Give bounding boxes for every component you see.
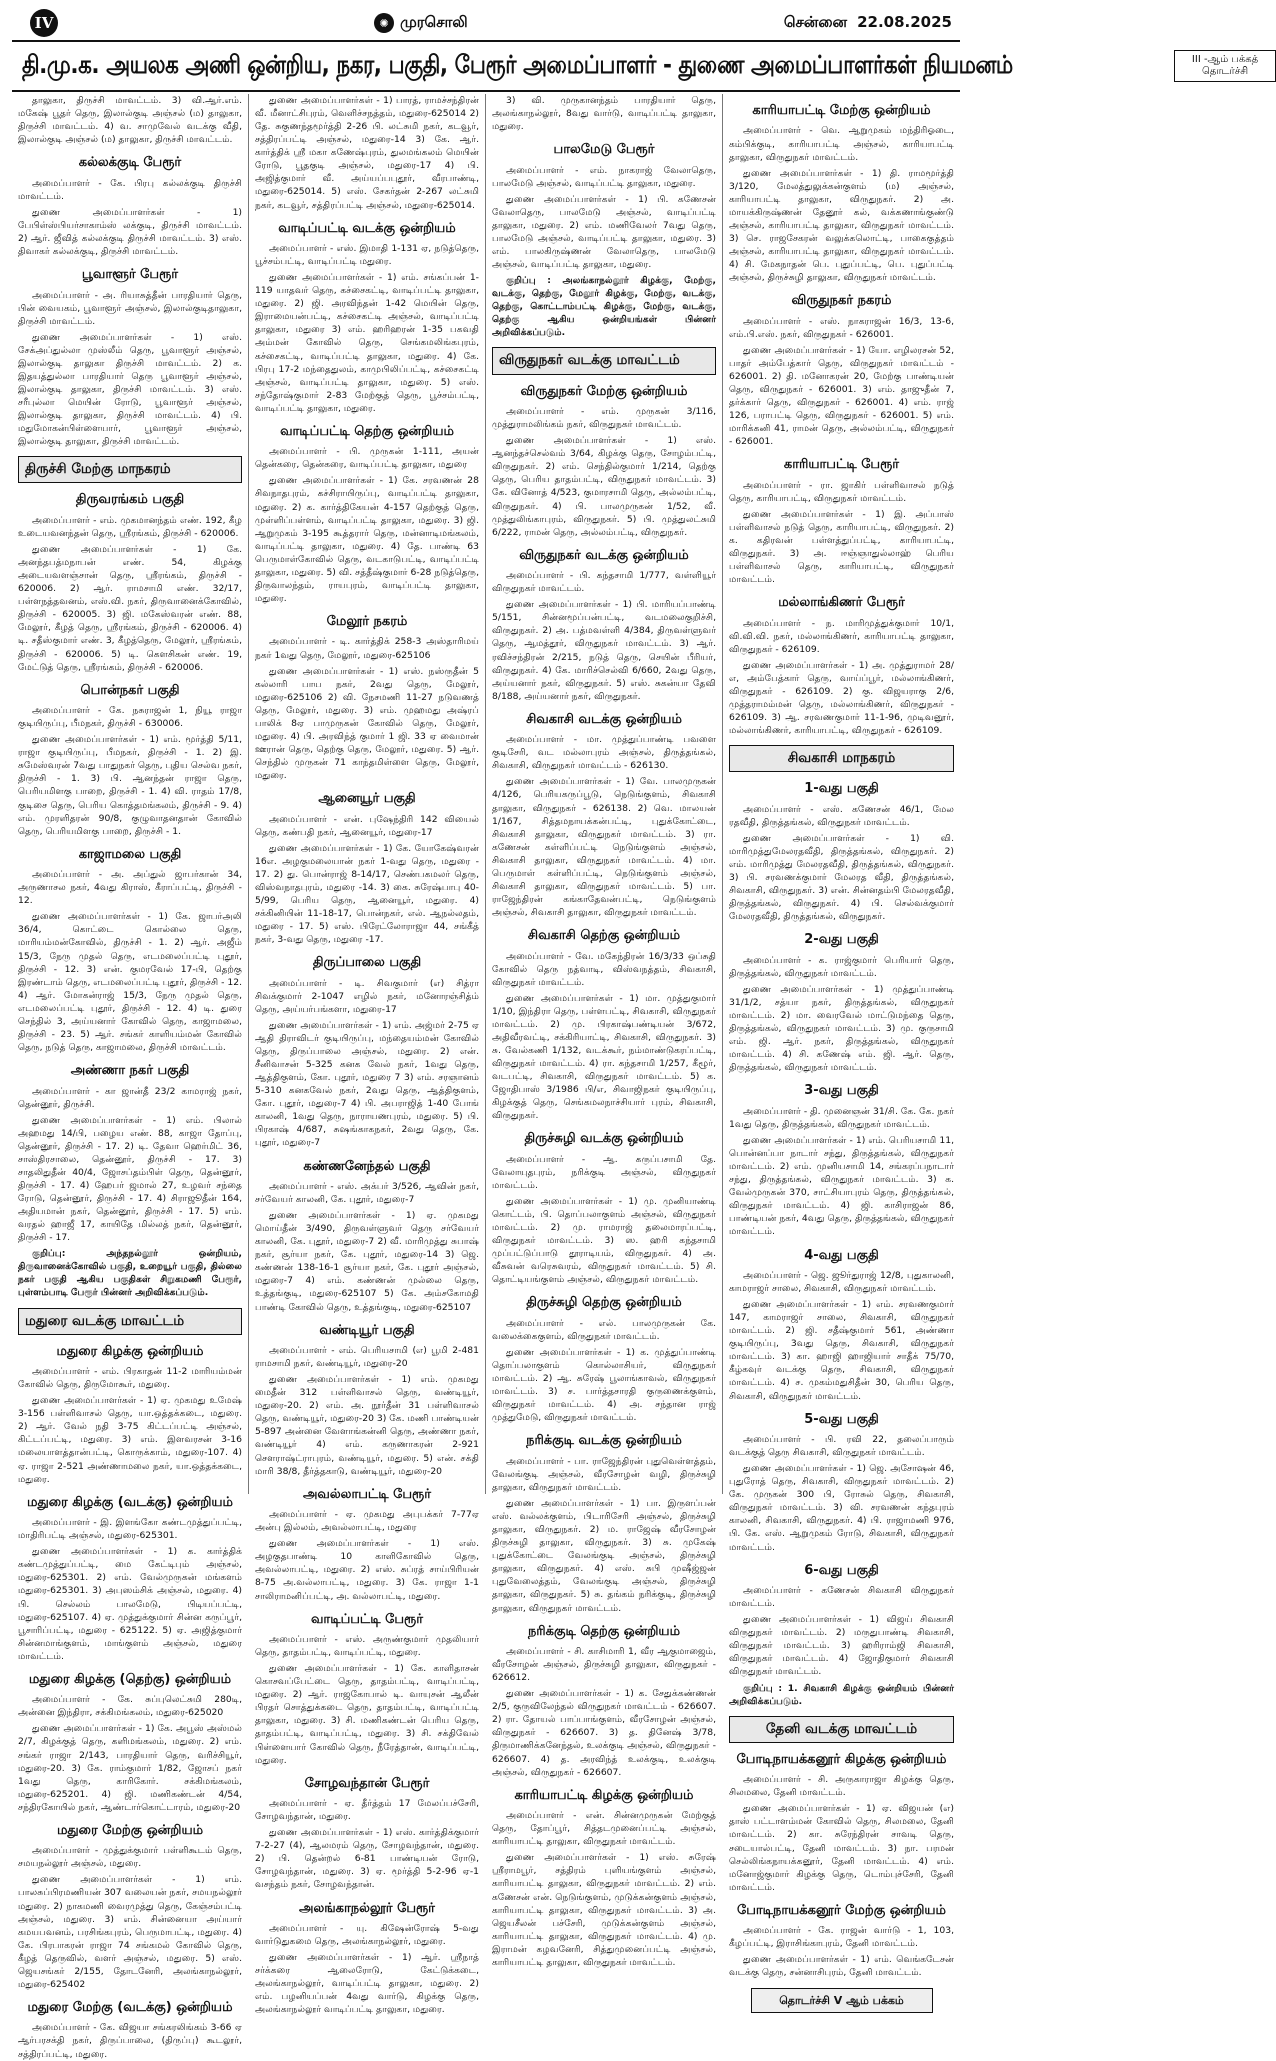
appointment-paragraph: அமைப்பாளர் - ஏ. முகமது அபுபக்கர் 7-77ஏ அன்பு இல்லம், அவல்லாபட்டி, மதுரை xyxy=(255,1509,479,1534)
appointment-paragraph: அமைப்பாளர் - கே. சுப்புலெட்சுமி 280டி, அன்னை இந்திரா, சக்கிமங்கலம், மதுரை-625020 xyxy=(18,1694,242,1719)
district-banner: தேனி வடக்கு மாவட்டம் xyxy=(729,1716,954,1743)
appointment-paragraph: துணை அமைப்பாளர்கள் - 1) ஏ. முகமது மொய்தீன் 3/490, திருவள்ளுவர் தெரு சர்வேயர் காலனி, கே. புதூர், மதுரை-7 2) வீ. மாரிமுத்து சுபாஷ் நகர், சூர்யா நகர், கே. புதூர், மதுரை-14 3) ஜெ. கண்ணன் 138-16-1 சூர்யா நகர், கே. புதூர் அஞ்சல், மதுரை-7 4) எம். கண்ணன் முல்லை தெரு, உத்தங்குடி, மதுரை-625107 5) கே. அம்சகோமதி பாண்டி கோவில் தெரு, உத்தங்குடி, மதுரை-625107 xyxy=(255,1210,479,1313)
appointment-paragraph: அமைப்பாளர் - எம். முகமானந்தம் எண். 192, கீழ உடையவனந்தன் தெரு, ஸ்ரீரங்கம், திருச்சி - 620006. xyxy=(18,514,242,539)
appointment-paragraph: துணை அமைப்பாளர்கள் - 1) பி. மாரியப்பாண்டி 5/151, சின்னமூப்பன்பட்டி, வடமலைகுறிச்சி, விருதுநகர். 2) அ. பத்மவள்ளி 4/384, திருவள்ளுவர் தெரு, ஆமத்தூர், விருதுநகர் மாவட்டம். 3) ஆர். ரவிச்சந்திரன் 2/215, நடுத் தெரு, செயின் பீரியர், விருதுநகர். 4) கே. மாரிச்செல்வி 6/660, 2வது தெரு, அய்யனார் நகர், விருதுநகர். 5) எஸ். சுகன்யா தேவி 8/188, அய்யனார் நகர், விருதுநகர். xyxy=(492,599,716,702)
section-heading: போடிநாயக்கனூர் மேற்கு ஒன்றியம் xyxy=(736,1902,946,1918)
section-heading: 1-வது பகுதி xyxy=(804,781,879,797)
section-heading: அலங்காநல்லூர் பேரூர் xyxy=(299,1900,435,1916)
continued-on-footer: தொடர்ச்சி V ஆம் பக்கம் xyxy=(751,1988,933,2014)
section-heading: பூவாளூர் பேரூர் xyxy=(81,267,179,283)
appointment-paragraph: அமைப்பாளர் - கே. நசுராஜன் 1, நியூ ராஜா குடியிருப்பு, பீமநகர், திருச்சி - 630006. xyxy=(18,705,242,730)
section-heading: காஜாமலை பகுதி xyxy=(78,846,182,862)
column-2 xyxy=(249,94,486,2016)
brand-name: முரசொலி xyxy=(400,13,468,31)
appointment-paragraph: துணை அமைப்பாளர்கள் - 1) எஸ். நஸ்ருதீன் 5 கல்லாரி பாய நகர், 2வது தெரு, மேலூர், மதுரை-625106 2) வி. நேசமணி 11-27 நடுவணத் தெரு, மேலூர், மதுரை. 3) எம். முஹமது அஷ்ரப் பாலிக் 8ஏ பாமுருகன் கோவில் தெரு, மேலூர், மதுரை. 4) பி. அரவிந்த் குமார் 1 ஜி. 33 ஏ வைமான் ஊரான் தெரு, தெற்கு தெரு, மேலூர், மதுரை. 5) ஆர். செந்தில் முருகன் 71 காந்தமிள்ளை தெரு, மேலூர், மதுரை. xyxy=(255,665,479,782)
page-number-badge: IV xyxy=(30,9,58,37)
note-paragraph: குறிப்பு : 1. சிவகாசி கிழக்கு ஒன்றியம் பின்னர் அறிவிக்கப்படும். xyxy=(729,1682,954,1707)
section-heading: மல்லாங்கிணர் பேரூர் xyxy=(778,595,905,611)
appointment-paragraph: துணை அமைப்பாளர்கள் - 1) கே. சரவணன் 28 சிவநாதபுரம், கச்சிராயிருப்பு, வாடிப்பட்டி தாலுகா, மதுரை. 2) க. கார்த்திகேயன் 4-157 தெற்குத் தெரு, முள்ளிப்பள்ளம், வாடிப்பட்டி தாலுகா, மதுரை. 3) ஜி. ஆறுமுகம் 3-195 கூத்தரார் தெரு, மன்னாடிமங்கலம், வாடிப்பட்டி தாலுகா, மதுரை. 4) தே. பாண்டி 63 பெருமாள்கோவில் தெரு, வடகாடுபட்டி, வாடிப்பட்டி தாலுகா, மதுரை. 5) வி. சத்தீஷ்குமார் 6-28 நடுத்தெரு, திருவாலந்தம், ராயபுரம், வாடிப்பட்டி தாலுகா, மதுரை. xyxy=(255,475,479,604)
appointment-paragraph: அமைப்பாளர் - முத்துக்குமார் பள்ளிகூடம் தெரு, சமயநல்லூர் அஞ்சல், மதுரை. xyxy=(18,1845,242,1870)
section-heading: விருதுநகர் மேற்கு ஒன்றியம் xyxy=(520,383,688,399)
appointment-paragraph: அமைப்பாளர் - என். சின்னமுருகன் மேற்குத் தெரு, தோப்பூர், சித்தடமுனைப்பட்டி அஞ்சல், காரியாபட்டி தாலுகா, விருதுநகர் மாவட்டம். xyxy=(492,1810,716,1848)
appointment-paragraph: தாலுகா, திருச்சி மாவட்டம். 3) வி.ஆர்.எம். மகேஷ் பூதர் தெரு, இலால்குடி அஞ்சல் (ம) தாலுகா, திருச்சி மாவட்டம். 4) வ. சாமுவேல் வடக்கு வீதி, இலால்குடி அஞ்சல் (ம) தாலுகா, திருச்சி மாவட்டம். xyxy=(18,95,242,146)
section-heading: காரியாபட்டி கிழக்கு ஒன்றியம் xyxy=(514,1787,694,1803)
appointment-paragraph: அமைப்பாளர் - எல். பாலமுருகன் கே. வலைக்கைகுளம், விருதுநகர் மாவட்டம். xyxy=(492,1317,716,1342)
section-heading: திருச்சுழி வடக்கு ஒன்றியம் xyxy=(524,1131,684,1147)
appointment-paragraph: துணை அமைப்பாளர்கள் - 1) கே. காளிதாசன் கொசவப்பேட்டை தெரு, தாதம்பட்டி, வாடிப்பட்டி, மதுரை. 2) ஆர். ராஜகோபால் டி. வாயுசன் ஆலீன் பிரதர் சொத்துக்கடை தெரு, தாதம்பட்டி, வாடிப்பட்டி தாலுகா, மதுரை. 3) சி. மணிகண்டன் பெரிய தெரு, தாதம்பட்டி, வாடிப்பட்டி, மதுரை. 3) சி. சக்திவேல் பிள்ளையார் கோவில் தெரு, நீரேத்தான், வாடிப்பட்டி, மதுரை. xyxy=(255,1663,479,1766)
appointment-paragraph: அமைப்பாளர் - பி. கந்தசாமி 1/777, வள்ளியூர் விருதுநகர் மாவட்டம். xyxy=(492,570,716,595)
section-heading: அவல்லாபட்டி பேரூர் xyxy=(302,1486,432,1502)
appointment-paragraph: 3) வி. முருகானந்தம் பாரதியார் தெரு, அலங்காநல்லூர், 8வது வார்டு, வாடிப்பட்டி தாலுகா, மதுரை. xyxy=(492,95,716,133)
section-heading: போடிநாயக்கனூர் கிழக்கு ஒன்றியம் xyxy=(736,1751,947,1767)
appointment-paragraph: அமைப்பாளர் - எம். பெரியசாமி (எ) பூமி 2-481 ராமசாமி நகர், வண்டியூர், மதுரை-20 xyxy=(255,1345,479,1370)
appointment-paragraph: அமைப்பாளர் - யு. கிஷேன்ரோஷ் 5-வது வார்டுதுகமை தெரு, அலங்காநல்லூர், மதுரை. xyxy=(255,1922,479,1948)
continued-from-line1: III -ஆம் பக்கத் xyxy=(1191,54,1259,65)
appointment-paragraph: அமைப்பாளர் - பா. ராஜேந்திரன் புதுவெள்ளத்தம், வேலங்குடி அஞ்சல், வீரசோழன் வழி, திருச்சுழி தாலுகா, விருதுநகர் மாவட்டம். xyxy=(492,1455,716,1493)
section-heading: கல்லக்குடி பேரூர் xyxy=(78,155,182,171)
article-columns xyxy=(12,94,960,2060)
appointment-paragraph: அமைப்பாளர் - ரா. ஜாகிர் பள்ளிவாசல் நடுத் தெரு, காரியாபட்டி, விருதுநகர் மாவட்டம். xyxy=(729,479,954,504)
appointment-paragraph: துணை அமைப்பாளர்கள் - 1) எம். மூர்த்தி 5/11, ராஜா குடியிருப்பு, பீமநகர், திருச்சி - 1. 2) இ. சுமேஸ்வரன் 7வது பாதுநகர் தெரு, புதிய செல்வ நகர், திருச்சி - 1. 3) பி. ஆனந்தன் ராஜா தெரு, பெரியமிளகு பாறை, திருச்சி - 1. 4) வி. ராதம் 17/8, குடிசை தெரு, பெரிய கொத்தமங்கலம், திருச்சி - 9. 4) எம். முரளிதரன் 90/8, குழுவாதனதான் கோவில் தெரு, பெரியமிளகு பாறை, திருச்சி - 1. xyxy=(18,734,242,837)
appointment-paragraph: துணை அமைப்பாளர்கள் - 1) கே. அனந்தபத்மநாபன் எண். 54, கிழக்கு அடையவளஞ்சான் தெரு, ஸ்ரீரங்கம், திருச்சி - 620006. 2) ஆர். ராமசாமி எண். 32/17, பள்ளநத்தவனம், எஸ்.வி. நகர், திருவானைக்கோவில், திருச்சி - 620005. 3) ஜி. மகேஸ்வரன் எண். 88, மேலூர், கீழத் தெரு, ஸ்ரீரங்கம், திருச்சி - 620006. 4) டி. சதீஸ்குமார் எண். 3, கீழத்தெரு, மேலூர், ஸ்ரீரங்கம், திருச்சி - 620006. 5) டி. கௌசிகன் எண். 19, மேட்டுத் தெரு, ஸ்ரீரங்கம், திருச்சி - 620006. xyxy=(18,544,242,673)
appointment-paragraph: துணை அமைப்பாளர்கள் - 1) கே. யோகேஷ்வரன் 16எ. அழகுமலையான் நகர் 1-வது தெரு, மதுரை - 17. 2) து. பொன்ராஜ் 8-14/17, செண்பகமலர் தெரு, விஸ்வநாதபுரம், மதுரை -14. 3) கை. சுரேஷ்பாபு 40-5/99, பெரிய தெரு, ஆனையூர், மதுரை. 4) சக்கினியின் 11-18-17, பொன்நகர், எல். ஆநல்லதம், மதுரை - 17. 5) எஸ். பிரேட்லோராஜா 44, சங்கீத் நகர், 3-வது தெரு, மதுரை -17. xyxy=(255,842,479,946)
section-heading: பொன்நகர் பகுதி xyxy=(80,682,180,698)
headline-band xyxy=(12,42,1259,92)
section-heading: சோழவந்தான் பேரூர் xyxy=(304,1775,430,1791)
appointment-paragraph: துணை அமைப்பாளர்கள் - 1) க. முத்துப்பாண்டி தொப்பலாகுளம் கொல்லாசியர், விருதுநகர் மாவட்டம். 2) ஆ. சுரேஷ் பூலாங்காவல், விருதுநகர் மாவட்டம். 3) ச. பார்த்தசாரதி குருணைக்குளம், விருதுநகர் மாவட்டம். 4) அ. சந்தான ராஜ் முத்துமேடு, விருதுநகர் மாவட்டம். xyxy=(492,1347,716,1424)
appointment-paragraph: துணை அமைப்பாளர்கள் - 1) ஆர். ஸ்ரீநாத் சர்க்கரை ஆலைரோடு, கேட்டுக்கடை, அலங்காநல்லூர், வாடிப்பட்டி தாலுகா, மதுரை. 2) எம். பழனியப்பன் 4வது வார்டு, கிழக்கு தெரு, அலங்காநல்லூர் வாடிப்பட்டி தாலுகா, மதுரை. xyxy=(255,1952,479,2016)
column-3 xyxy=(486,94,723,1968)
appointment-paragraph: அமைப்பாளர் - டி. சிவகுமார் (எ) சித்ரா சிவக்குமார் 2-1047 எழில் நகர், மனோரஞ்சித்ம் தெரு, அய்யர்பங்களா, மதுரை-17 xyxy=(255,977,479,1015)
section-heading: வாடிப்பட்டி வடக்கு ஒன்றியம் xyxy=(278,220,456,236)
appointment-paragraph: துணை அமைப்பாளர்கள் - 1) எஸ். கார்த்திக்குமார் 7-2-27 (4), ஆலமரம் தெரு, சோழவந்தான், மதுரை. 2) பி. தென்றல் 6-81 பாண்டியன் ரோடு, சோழவந்தான், மதுரை. 3) ஏ. மூர்த்தி 5-2-96 ஏ-1 வசந்தம் நகர், சோழவந்தான். xyxy=(255,1827,479,1891)
appointment-paragraph: துணை அமைப்பாளர்கள் - 1) எம். சரவணகுமார் 147, காமராஜர் சாலை, சிவகாசி, விருதுநகர் மாவட்டம். 2) ஜி. சதீஷ்குமார் 561, அண்ணா குடியிருப்பு, 3வது தெரு, சிவகாசி, விருதுநகர் மாவட்டம். 3) கா. ஹாஜி ஹாஜியார் சாதீக் 75/70, கீழ்கவுர் வடக்கு தெரு, சிவகாசி, விருதுநகர் மாவட்டம். 4) ச. முகம்மதுசிதீன் 30, பெரிய தெரு, சிவகாசி, விருதுநகர் மாவட்டம். xyxy=(729,1299,954,1402)
appointment-paragraph: அமைப்பாளர் - எம். முருகன் 3/116, முத்துராமலிங்கம் நகர், விருதுநகர் மாவட்டம். xyxy=(492,406,716,431)
appointment-paragraph: அமைப்பாளர் - எஸ். கணேசன் 46/1, மேல ரதவீதி, திருத்தங்கல், விருதுநகர் மாவட்டம். xyxy=(729,803,954,828)
section-heading: ஆனையூர் பகுதி xyxy=(318,791,416,807)
appointment-paragraph: அமைப்பாளர் - எஸ். அக்பர் 3/526, ஆவின் நகர், சர்வேயர் காலனி, கே. புதூர், மதுரை-7 xyxy=(255,1180,479,1206)
appointment-paragraph: துணை அமைப்பாளர்கள் - 1) எஸ். சுரேஷ் ஸ்ரீராமபூர், சத்திரம் புளியங்குளம் அஞ்சல், காரியாபட்டி தாலுகா, விருதுநகர் மாவட்டம். 2) எம். கணேசன் என். நெடுங்குளம், முடுக்கன்குளம் அஞ்சல், காரியாபட்டி தாலுகா, விருதுநகர் மாவட்டம். 3) அ. ஜெயசீலன் பச்சேரி, முடுக்கன்குளம் அஞ்சல், காரியாபட்டி தாலுகா, விருதுநகர் மாவட்டம். 4) மு. இராமன் கழவனேரி, சித்துமுனைப்பட்டி அஞ்சல், காரியாபட்டி தாலுகா, விருதுநகர் மாவட்டம். xyxy=(492,1852,716,1968)
section-heading: காரியாபட்டி பேரூர் xyxy=(783,457,900,473)
appointment-paragraph: துணை அமைப்பாளர்கள் - 1) கே. ஜாபர்அலி 36/4, கொட்டை கொல்லை தெரு, மாரியம்மன்கோவில், திருச்சி - 1. 2) ஆர். அஜீம் 15/3, நேரு முதல் தெரு, எடமலைப்பட்டி புதூர், திருச்சி - 12. 3) என். குமரவேல் 17-பி, தெற்கு இரண்டாம் தெரு, எடமலைப்பட்டி புதூர், திருச்சி - 12. 4) ஆர். மோகன்ராஜ் 15/3, நேரு முதல் தெரு, எடமலைப்பட்டி புதூர், திருச்சி - 12. 4) டி. துரை செந்தில் 3, அய்யனார் கோவில் தெரு, காஜாமலை, திருச்சி - 23. 5) ஆர். சங்கர் காளியம்மன் கோவில் தெரு, நடுத் தெரு, காஜாமலை, திருச்சி மாவட்டம். xyxy=(18,911,242,1053)
section-heading: மதுரை கிழக்கு ஒன்றியம் xyxy=(56,1343,204,1359)
appointment-paragraph: துணை அமைப்பாளர்கள் - 1) எஸ். ஆனந்தச்செல்வம் 3/64, கிழக்கு தெரு, சோழம்பட்டி, விருதுநகர். 2) எம். செந்தில்குமார் 1/214, தெற்கு தெரு, பெரிய தாதம்பட்டி, விருதுநகர் மாவட்டம். 3) கே. வினோத் 4/523, குமாரசாமி தெரு, அல்லம்பட்டி, விருதுநகர். 4) பி. பாலமுருகன் 1/52, வீ. முத்துலிங்காபுரம், விருதுநகர். 5) பி. முத்துலட்சுமி 6/222, ராமன் தெரு, அல்லம்பட்டி, விருதுநகர். xyxy=(492,435,716,538)
appointment-paragraph: அமைப்பாளர் - ஜெ. ஜூர்துராஜ் 12/8, புதுகாலனி, காமராஜர் சாலை, சிவகாசி, விருதுநகர் மாவட்டம். xyxy=(729,1269,954,1295)
appointment-paragraph: அமைப்பாளர் - என். புஷேந்திரி 142 வியைல் தெரு, கண்பதி நகர், ஆனையூர், மதுரை-17 xyxy=(255,813,479,838)
appointment-paragraph: துணை அமைப்பாளர்கள் - 1) கே. அபூஸ் அஸ்மல் 2/7, கிழக்குத் தெரு, களிமங்கலம், மதுரை. 2) எம். சங்கர் ராஜா 2/143, பாரதியார் தெரு, வரிச்சியூர், மதுரை-20. 3) கே. ராம்குமார் 1/82, ஜோசப் நகர் 1வது தெரு, காரிகோர். சக்கிமங்கலம், மதுரை-625201. 4) ஜி. மணிகண்டன் 4/54, சந்திரகோயில் நகர், ஆண்டார்கொட்டாரம், மதுரை-20 xyxy=(18,1723,242,1813)
appointment-paragraph: அமைப்பாளர் - அ. அப்துல் ஜாபர்கான் 34, அருணாசல நகர், 4வது கிராஸ், கீராப்பட்டி, திருச்சி - 12. xyxy=(18,869,242,907)
appointment-paragraph: துணை அமைப்பாளர்கள் - 1) ஜெ. அசோஷன் 46, புதுரோத் தெரு, சிவகாசி, விருதுநகர் மாவட்டம். 2) கே. முருகன் 300 பி, ரோசுல் தெரு, சிவகாசி, விருதுநகர் மாவட்டம். 3) வி. சரவணன் கந்தபுரம் காலனி, சிவகாசி, விருதுநகர். 4) பி. ராஜாமணி 976, பி. கே. எஸ். ஆறுமுகம் ரோடு, சிவகாசி, விருதுநகர் மாவட்டம். xyxy=(729,1463,954,1553)
appointment-paragraph: அமைப்பாளர் - எஸ். அருண்குமார் முதலியார் தெரு, தாதம்பட்டி, வாடிப்பட்டி, மதுரை. xyxy=(255,1634,479,1659)
section-heading: திருவரங்கம் பகுதி xyxy=(75,492,185,508)
district-banner: மதுரை வடக்கு மாவட்டம் xyxy=(18,1308,242,1335)
section-heading: மதுரை கிழக்கு (வடக்கு) ஒன்றியம் xyxy=(27,1494,233,1510)
note-paragraph: குறிப்பு : அலங்காநல்லூர் கிழக்கு, மேற்கு, வடக்கு, தெற்கு, மேலூர் கிழக்கு, மேற்கு, வடக்கு, தெற்கு, கொட்டாம்பட்டி கிழக்கு, மேற்கு, வடக்கு, தெற்கு ஆகிய ஒன்றியங்கள் பின்னர் அறிவிக்கப்படும். xyxy=(492,275,716,339)
appointment-paragraph: துணை அமைப்பாளர்கள் - 1) யோ. எழிலரசன் 52, பாதர் அம்பேத்கார் தெரு, விருதுநகர் மாவட்டம் - 626001. 2) தி. மனோகரன் 20, மேற்கு பாண்டியன் தெரு, விருதுநகர் - 626001. 3) எம். தாஜுதீன் 7, தர்க்கார் தெரு, விருதுநகர் - 626001. 4) எம். ராஜ் 126, பராபட்டி தெரு, விருதுநகர் - 626001. 5) எம். மாரிக்கனி 41, ராமன் தெரு, அல்லம்பட்டி, விருதுநகர் - 626001. xyxy=(729,344,954,448)
district-banner: திருச்சி மேற்கு மாநகரம் xyxy=(18,456,242,483)
page-headline: தி.மு.க. அயலக அணி ஒன்றிய, நகர, பகுதி, பேரூர் அமைப்பாளர் - துணை அமைப்பாளர்கள் நியமனம் xyxy=(22,49,1013,79)
column-1 xyxy=(12,94,249,2060)
appointment-paragraph: துணை அமைப்பாளர்கள் - 1) எம். வெங்கடேசன் வடக்கு தெரு, சன்னாசிபுரம், தேனி மாவட்டம். xyxy=(729,1954,954,1979)
appointment-paragraph: துணை அமைப்பாளர்கள் - 1) க. கார்த்திக் கண்டமுத்துப்பட்டி, மை கேட்டிபும் அஞ்சல், மதுரை-625301. 2) எம். வேல்முருகன் மங்களம் மதுரை-625301. 3) அபுஸம்சிக் அஞ்சல், மதுரை. 4) பி. செல்லம் பாலமேடு, பிடியப்பட்டி, மதுரை-625107. 4) ஏ. முத்துக்குமார் சின்ன கருப்பூர், பூசாரிப்பட்டி, மதுரை - 625122. 5) ஏ. அஜித்குமார் சின்னமாங்குளம், மாங்குளம் அஞ்சல், மதுரை மாவட்டம். xyxy=(18,1546,242,1662)
appointment-paragraph: அமைப்பாளர் - சி. அருகாராஜா கிழக்கு தெரு, சிலமலை, தேனி மாவட்டம். xyxy=(729,1774,954,1799)
masthead xyxy=(12,6,960,42)
appointment-paragraph: அமைப்பாளர் - கே. விஜயா சங்கரலிங்கம் 3-66 ஏ ஆர்பரசக்தி நகர், திருப்பாலை, (திருப்பு) கூடலூர், சத்திரப்பட்டி, மதுரை. xyxy=(18,2022,242,2060)
section-heading: 3-வது பகுதி xyxy=(804,1083,879,1099)
section-heading: அண்ணா நகர் பகுதி xyxy=(70,1063,190,1079)
appointment-paragraph: துணை அமைப்பாளர்கள் - 1) ஏ. முகமது உமேஷ் 3-156 பள்ளிவாசல் தெரு, யா.ஒத்தக்கடை, மதுரை. 2) ஆர். வேல் நதி 3-75 கிட்டப்பட்டி அஞ்சல், கிட்டப்பட்டி, மதுரை. 3) எம். இளவரசன் 3-16 மலையாளத்தான்பட்டி, கொருக்காம், மதுரை-107. 4) ஏ. ராஜா 2-521 அண்ணாமலை நகர், யா.ஒத்தக்கடை, மதுரை. xyxy=(18,1395,242,1485)
section-heading: வாடிப்பட்டி தெற்கு ஒன்றியம் xyxy=(280,423,454,439)
appointment-paragraph: அமைப்பாளர் - பி. ரவி 22, தலைப்பாரும் வடக்குத் தெரு சிவகாசி, விருதுநகர் மாவட்டம். xyxy=(729,1434,954,1459)
appointment-paragraph: அமைப்பாளர் - எஸ். நாகராஜன் 16/3, 13-6, எம்.பி.எஸ். நகர், விருதுநகர் - 626001. xyxy=(729,315,954,340)
district-banner: சிவகாசி மாநகரம் xyxy=(729,745,954,772)
appointment-paragraph: துணை அமைப்பாளர்கள் - 1) எம். பெரியசாமி 11, பொன்னப்பா நாடார் சந்து, திருத்தங்கல், விருதுநகர் மாவட்டம். 2) எம். முனியசாமி 14, சங்கரப்பநாடார் சந்து, திருத்தங்கல், விருதுநகர் மாவட்டம். 3) க. வேல்முருகன் 370, சாட்சியாபுரம் தெரு, திருத்தங்கல், விருதுநகர் மாவட்டம். 4) ஜி. காசிராஜன் 86, பாண்டியன் நகர், 4வது தெரு, திருத்தங்கல், விருதுநகர் மாவட்டம். xyxy=(729,1135,954,1238)
brand xyxy=(58,13,784,33)
appointment-paragraph: துணை அமைப்பாளர்கள் - 1) எஸ். அழகுதபாண்டி 10 காளிகோவில் தெரு, அவல்லாபட்டி, மதுரை. 2) எஸ். சுப்ரத் சாய்பிரியன் 8-75 அ.வல்லாபட்டி, மதுரை. 3) கே. ராஜா 1-1 சாலிராமனிப்பட்டி, அ. வல்லாபட்டி, மதுரை. xyxy=(255,1538,479,1602)
appointment-paragraph: அமைப்பாளர் - கா ஜான்தீ 23/2 காமராஜ் நகர், தென்னூர், திருச்சி. xyxy=(18,1085,242,1110)
continued-from-box xyxy=(1174,50,1276,82)
appointment-paragraph: துணை அமைப்பாளர்கள் - 1) இ. அப்பாஸ் பள்ளிவாசல் நடுத் தெரு, காரியாபட்டி, விருதுநகர். 2) க. கதிரவன் பள்ளத்துப்பட்டி, காரியாபட்டி, விருதுநகர். 3) அ. ஈஞ்ஞாதுல்லாஹ் பெரிய பள்ளிவாசல் தெரு, காரியாபட்டி, விருதுநகர் மாவட்டம். xyxy=(729,508,954,586)
section-heading: காரியாபட்டி மேற்கு ஒன்றியம் xyxy=(752,103,931,118)
appointment-paragraph: துணை அமைப்பாளர்கள் - 1) எம். பாலசுப்பிரமணியன் 307 வலையன் நகர், சமயநல்லூர் மதுரை. 2) நாகமணி வைரமுத்து தெரு, கேஞ்சம்பட்டி அஞ்சல், மதுரை. 3) எம். சின்னையா அய்யார் கமயபவனம், பரசிங்கபுரம், பெருமாபட்டி, மதுரை. 4) கே. பிரபாகரன் ராஜா 74 சங்கமல் கோவில் தெரு, கீழத் தெருவில், வளர் அஞ்சல், மதுரை. 5) எஸ். ஜெயசங்கர் 2/155, தோடனேரி, அலங்காநல்லூர், மதுரை-625402 xyxy=(18,1874,242,1990)
column-4 xyxy=(723,94,960,2007)
section-heading: விருதுநகர் வடக்கு ஒன்றியம் xyxy=(519,547,689,563)
appointment-paragraph: அமைப்பாளர் - தி. முனைஞன் 31/சி. கே. கே. நகர் 1வது தெரு, திருத்தங்கல், விருதுநகர் மாவட்டம். xyxy=(729,1105,954,1130)
appointment-paragraph: அமைப்பாளர் - ஆ. கருப்பசாமி தே. வேலாயுதபுரம், நரிக்குடி அஞ்சல், விருதுநகர் மாவட்டம். xyxy=(492,1153,716,1191)
appointment-paragraph: அமைப்பாளர் - அ. ரியாசுத்தீன் பாரதியார் தெரு, பின் வையகம், பூவாளூர் அஞ்சல், இலால்குடிதாலுகா, திருச்சி மாவட்டம். xyxy=(18,289,242,327)
appointment-paragraph: துணை அமைப்பாளர்கள் - 1) எம். சங்கப்பன் 1-119 யாதவர் தெரு, கச்சைகட்டி, வாடிப்பட்டி தாலுகா, மதுரை. 2) ஜி. அரவிந்தன் 1-42 மெயின் தெரு, இராமையன்பட்டி, கச்சைகட்டி அஞ்சல், வாடிப்பட்டி தாலுகா, மதுரை 3) எம். ஹரிஹரன் 1-35 பகவதி அம்மன் கோவில் தெரு, செங்கமலிங்கபுரம், கச்சைகட்டி, வாடிப்பட்டி தாலுகா, மதுரை. 4) கே. பிரபு 17-2 மந்தைதுலம், காமுபிலிப்பட்டி, கச்சைகட்டி அஞ்சல், வாடிப்பட்டி தாலுகா, மதுரை. 5) எஸ். சந்தோஷ்குமார் 2-83 மேற்குத் தெரு, பூச்சம்பட்டி, வாடிப்பட்டி தாலுகா, மதுரை. xyxy=(255,272,479,414)
section-heading: கண்ணனேந்தல் பகுதி xyxy=(303,1158,431,1174)
appointment-paragraph: துணை அமைப்பாளர்கள் - 1) க. சேதுக்கண்ணன் 2/5, குருவிலேந்தல் விருதுநகர் மாவட்டம் - 626607. 2) ரா. தோயல் பாப்பாங்குளம், வீரசோழன் அஞ்சல், விருதுநகர் - 626607. 3) த. தினேஷ் 3/78, திருமாணிக்கனேந்தல், உலக்குடி அஞ்சல், விருதுநகர் - 626607. 4) த. அரவிந்த் உலக்குடி, உலக்குடி அஞ்சல், விருதுநகர் - 626607. xyxy=(492,1688,716,1778)
appointment-paragraph: அமைப்பாளர் - எஸ். இமாதி 1-131 ஏ, நடுத்தெரு, பூச்சம்பட்டி, வாடிப்பட்டி மதுரை. xyxy=(255,243,479,268)
appointment-paragraph: துணை அமைப்பாளர்கள் - 1) ஏ. விஜயன் (எ) தாஸ் பட்டாளம்மன் கோவில் தெரு, சிலமலை, தேனி மாவட்டம். 2) கா. சுரேந்திரன் சாவடி தெரு, சடையால்பட்டி, தேனி மாவட்டம். 3) நா. பரமன் செல்லிங்கநாயக்கனூர், தேனி மாவட்டம். 4) எம். மனோஜ்குமார் கிழக்கு தெரு, டொம்புச்சேரி, தேனி மாவட்டம். xyxy=(729,1803,954,1893)
appointment-paragraph: அமைப்பாளர் - எம். நாகராஜ் வேலாதெரு, பாலமேடு அஞ்சல், வாடிப்பட்டி தாலுகா, மதுரை. xyxy=(492,164,716,189)
appointment-paragraph: துணை அமைப்பாளர்கள் - 1) எம். அஜ்மர் 2-75 ஏ ஆதி திராவிடர் குடியிருப்பு, மந்தையம்மன் கோவில் தெரு, திருப்பாலை அஞ்சல், மதுரை. 2) என். சீனிவாசன் 5-325 கனக வேல் நகர், 1வது தெரு, ஆத்திகுளம், கோ. புதூர், மதுரை 7 3) எம். சரஞானம் 5-310 கனகவேல் நகர், 2வது தெரு, ஆத்திகுளம், கோ. புதூர், மதுரை-7 4) பி. அபராஜித் 1-40 போங் காலனி, 1வது தெரு, நாராயணபுரம், மதுரை. 5) பி. பிரகாஷ் 4/687, சுஷங்காகநகர், 2வது தெரு, கே. புதூர், மதுரை-7 xyxy=(255,1019,479,1149)
appointment-paragraph: அமைப்பாளர் - வே. மகேந்திரன் 16/3/33 ஒப்சுதி கோவில் தெரு நத்வாடி, விஸ்வநத்தம், சிவகாசி, விருதுநகர் மாவட்டம். xyxy=(492,950,716,988)
appointment-paragraph: துணை அமைப்பாளர்கள் - 1) பா. இருளப்பன் எஸ். வல்லக்குளம், பிடாரிசேரி அஞ்சல், திருச்சுழி தாலுகா, விருதுநகர். 2) ம. ராஜேஷ் வீரசோழன் திருச்சுழி தாலுகா, விருதுநகர். 3) சு. முகேஷ் புதுக்கோட்டை வேலங்குடி அஞ்சல், திருச்சுழி தாலுகா, விருதுநகர். 4) எஸ். சுபி முஷீஜ்ஜன் புதுவேலைத்தம், வேலங்குடி அஞ்சல், திருச்சுழி தாலுகா, விருதுநகர். 5) சு. தங்கம் நரிக்குடி, திருச்சுழி தாலுகா, விருதுநகர் மாவட்டம். xyxy=(492,1498,716,1614)
appointment-paragraph: துணை அமைப்பாளர்கள் - 1) எஸ். சேக்அப்துல்லா முஸ்லீம் தெரு, பூவாளூர் அஞ்சல், இலால்குடி தாலுகா திருச்சி மாவட்டம். 2) க. இதயத்துல்லா பாரதியார் தெரு பூவாளூர் அஞ்சல், இலால்குடி தாலுகா, திருச்சி மாவட்டம். 3) எஸ். சரீபுல்லா மெயின் ரோடு, பூவாளூர் அஞ்சல், இலால்குடி தாலுகா, திருச்சி மாவட்டம். 4) பி. மதுமோகன்பிள்ளையார், பூவாளூர் அஞ்சல், இலால்குடி தாலுகா, திருச்சி மாவட்டம். xyxy=(18,331,242,448)
section-heading: வண்டியூர் பகுதி xyxy=(319,1322,415,1338)
appointment-paragraph: துணை அமைப்பாளர்கள் - 1) மா. முத்துகுமார் 1/10, இந்திரா தெரு, பள்ளபட்டி, சிவகாசி, விருதுநகர் மாவட்டம். 2) மு. பிரகாஷ்பண்டியன் 3/672, அதிவீரவட்டி, சக்கிரியாட்டி, சிவகாசி, விருதுநகர். 3) சு. வேல்கணி 1/132, வடக்கூர், நம்மாண்டுகரப்பட்டி, விருதுநகர் மாவட்டம். 4) ரா. கந்தசாமி 1/257, கீழூர், வடபட்டி, சிவகாசி, விருதுநகர் மாவட்டம். 5) க. ஜோதிபாஸ் 3/1986 பி/எ, சிவாஜிநகர் குடியிருப்பு, கிழக்குத் தெரு, செங்கமலநாச்சியார் புரம், சிவகாசி, விருதுநகர். xyxy=(492,992,716,1122)
appointment-paragraph: அமைப்பாளர் - கணேசன் சிவகாசி விருதுநகர் மாவட்டம். xyxy=(729,1585,954,1610)
section-heading: சிவகாசி தெற்கு ஒன்றியம் xyxy=(527,928,681,944)
appointment-paragraph: அமைப்பாளர் - க. ராஜ்குமார் பெரியார் தெரு, திருத்தங்கல், விருதுநகர் மாவட்டம். xyxy=(729,954,954,979)
section-heading: 6-வது பகுதி xyxy=(804,1562,879,1578)
section-heading: விருதுநகர் நகரம் xyxy=(791,293,892,309)
continued-from-line2: தொடர்ச்சி xyxy=(1202,66,1249,77)
appointment-paragraph: துணை அமைப்பாளர்கள் - 1) அ. முத்துராமர் 28/எ, அம்பேத்கார் தெரு, வாய்ப்பூர், மல்லாங்கிணர், விருதுநகர் - 626109. 2) கு. விஜயராகு 2/6, முத்தராமம்மன் தெரு, மல்லாங்கிணர், விருதுநகர் - 626109. 3) ஆ. சரவணகுமார் 11-1-96, முடிவனூர், மல்லாங்கிணர், காரியாபட்டி, விருதுநகர் - 626109. xyxy=(729,659,954,737)
section-heading: சிவகாசி வடக்கு ஒன்றியம் xyxy=(526,711,682,727)
appointment-paragraph: அமைப்பாளர் - கே. ராஜன் வார்டு - 1, 103, கீழப்பட்டி, இராசிங்காபுரம், தேனி மாவட்டம். xyxy=(729,1925,954,1950)
section-heading: நரிக்குடி வடக்கு ஒன்றியம் xyxy=(526,1433,682,1449)
city: சென்னை xyxy=(783,13,848,31)
appointment-paragraph: அமைப்பாளர் - மா. முத்துப்பாண்டி பவளை குடிசேரி, வட மல்லாபுரம் அஞ்சல், திருத்தங்கல், சிவகாசி, விருதுநகர் மாவட்டம் - 626130. xyxy=(492,734,716,772)
appointment-paragraph: அமைப்பாளர் - சி. காசிமாரி 1, வீர ஆகுமாஜைம், வீரசோழன் அஞ்சல், திருச்சுழி தாலுகா, விருதுநகர் - 626612. xyxy=(492,1646,716,1684)
appointment-paragraph: துணை அமைப்பாளர்கள் - 1) மு. முனியாண்டி கொட்டம், பி. தொப்பலாகுளம் அஞ்சல், விருதுநகர் மாவட்டம். 2) மு. ராமராஜ் தலைமாரப்பட்டி, விருதுநகர் மாவட்டம். 3) ஸ. ஹரி கந்தசாமி முப்பட்டுப்பாடு தூராடியம், விருதுநகர். 4) அ. வீசுவன் வரெசுவரம், விருதுநகர் மாவட்டம். 5) சி. தொட்டியங்குளம் அஞ்சல், விருதுநகர் மாவட்டம். xyxy=(492,1196,716,1286)
section-heading: நரிக்குடி தெற்கு ஒன்றியம் xyxy=(527,1623,681,1639)
section-heading: திருச்சுழி தெற்கு ஒன்றியம் xyxy=(526,1295,682,1311)
appointment-paragraph: துணை அமைப்பாளர்கள் - 1) பி. கணேசன் வேலாதெரு, பாலமேடு அஞ்சல், வாடிப்பட்டி தாலுகா, மதுரை. 2) எம். மணிவேலர் 7வது தெரு, பாலமேடு அஞ்சல், வாடிப்பட்டி தாலுகா, மதுரை. 3) எம். பாலகிருஷ்ணன் வேலாதெரு, பாலமேடு அஞ்சல், வாடிப்பட்டி தாலுகா, மதுரை. xyxy=(492,193,716,271)
district-banner: விருதுநகர் வடக்கு மாவட்டம் xyxy=(492,347,716,374)
appointment-paragraph: அமைப்பாளர் - இ. இளங்கோ கண்டமுத்துப்பட்டி, மாதிரிபட்டி அஞ்சல், மதுரை-625301. xyxy=(18,1517,242,1542)
appointment-paragraph: துணை அமைப்பாளர்கள் - 1) பாரத், ராமச்சந்திரன் வீ. மீனாட்சிபுரம், வெளிச்சநத்தம், மதுரை-625014 2) தே. சுகுணந்தமூர்த்தி 2-26 பி. லட்சுமி நகர், கடவூர், சத்திரப்பட்டி அஞ்சல், மதுரை-14 3) கே. ஆர். கார்த்திக் ஸ்ரீ மகா கணேஷ்புரம், துலமங்கலம் மெயின் ரோடு, பூதகுடி அஞ்சல், மதுரை-17 4) பி. அஜித்குமார் வீ. அய்யப்பபுதூர், வீரபாண்டி, மதுரை-625014. 5) எஸ். சேகர்தன் 2-267 லட்சுமி நகர், கடவூர், சத்திரப்பட்டி அஞ்சல், மதுரை-625014. xyxy=(255,95,479,211)
section-heading: 2-வது பகுதி xyxy=(804,932,879,948)
appointment-paragraph: அமைப்பாளர் - ஏ. தீர்த்தம் 17 மேலப்பச்சேரி, சோழவந்தான், மதுரை. xyxy=(255,1798,479,1823)
appointment-paragraph: அமைப்பாளர் - கே. பிரபு கல்லக்குடி திருச்சி மாவட்டம். xyxy=(18,177,242,202)
section-heading: மதுரை கிழக்கு (தெற்கு) ஒன்றியம் xyxy=(28,1671,232,1687)
appointment-paragraph: துணை அமைப்பாளர்கள் - 1) பேபிள்ஸ்பியர்சாகாம்ஸ் லக்குடி, திருச்சி மாவட்டம். 2) ஆர். ஜீவித் கல்லக்குடி திருச்சி மாவட்டம். 3) எஸ். திவாகர் கல்லக்குடி, திருச்சி மாவட்டம். xyxy=(18,206,242,258)
date: 22.08.2025 xyxy=(857,13,952,31)
section-heading: 5-வது பகுதி xyxy=(804,1411,879,1427)
section-heading: மதுரை மேற்கு ஒன்றியம் xyxy=(56,1822,204,1838)
section-heading: திருப்பாலை பகுதி xyxy=(312,955,422,971)
dateline xyxy=(784,13,952,33)
section-heading: 4-வது பகுதி xyxy=(804,1247,879,1263)
appointment-paragraph: துணை அமைப்பாளர்கள் - 1) வே. பாலமுருகன் 4/126, பெரியகருப்பூடு, நெடுங்குளம், சிவகாசி தாலுகா, விருதுநகர் - 626138. 2) வெ. மாலயன் 1/167, சித்தமநாயக்கன்பட்டி, புதுக்கோட்டை, சிவகாசி தாலுகா, விருதுநகர் மாவட்டம். 3) ரா. கணேசன் கள்ளிப்பட்டி நெடுங்குளம் அஞ்சல், சிவகாசி தாலுகா, விருதுநகர் மாவட்டம். 4) மா. பெருமாள் கள்ளிப்பட்டி, நெடுங்குளம் அஞ்சல், சிவகாசி தாலுகா, விருதுநகர் மாவட்டம். 5) பா. ராஜேந்திரன் கங்காதேவன்பட்டி, நெடுங்குளம் அஞ்சல், சிவகாசி தாலுகா, விருதுநகர் மாவட்டம். xyxy=(492,776,716,919)
appointment-paragraph: அமைப்பாளர் - ந. மாரிமுத்துக்குமார் 10/1, வி.வி.வி. நகர், மல்லாங்கிணர், காரியாபட்டி தாலுகா, விருதுநகர் - 626109. xyxy=(729,617,954,655)
appointment-paragraph: துணை அமைப்பாளர்கள் - 1) வி. மாரிமுத்துமேலரதவீதி, திருத்தங்கல், விருதுநகர். 2) எம். மாரிமுத்து மேலரதவீதி, திருத்தங்கல், விருதுநகர். 3) பி. சரவணக்குமார் மேலரத வீதி, திருத்தங்கல், சிவகாசி, விருதுநகர். 3) என். சின்னதம்பி மேலரதவீதி, திருத்தங்கல், விருதுநகர். 4) பி. செல்வக்குமார் மேலரதவீதி, திருத்தங்கல், விருதுநகர். xyxy=(729,832,954,923)
appointment-paragraph: துணை அமைப்பாளர்கள் - 1) தி. ராமமூர்த்தி 3/120, மேலத்துலுக்கன்குளம் (ம) அஞ்சல், காரியாபட்டி தாலுகா, விருதுநகர். 2) அ. மாயக்கிருஷ்ணன் தேனூர் கல், வக்கணாங்குண்டு அஞ்சல், காரியாபட்டி தாலுகா, விருதுநகர் மாவட்டம். 3) செ. ராஜசேகரன் வலுக்கலொட்டி, பாகைகுத்தம் அஞ்சல், காரியாபட்டி தாலுகா, விருதுநகர் மாவட்டம். 4) சி. மேகநாதன் பெ. புதுப்பட்டி, பெ. புதுப்பட்டி அஞ்சல், திருச்சுழி தாலுகா, விருதுநகர் மாவட்டம். xyxy=(729,167,954,284)
section-heading: மதுரை மேற்கு (வடக்கு) ஒன்றியம் xyxy=(27,1999,233,2015)
sun-logo-icon: ✺ xyxy=(374,13,394,33)
section-heading: வாடிப்பட்டி பேரூர் xyxy=(310,1611,424,1627)
appointment-paragraph: துணை அமைப்பாளர்கள் - 1) முத்துப்பாண்டி 31/1/2, சத்யா நகர், திருத்தங்கல், விருதுநகர் மாவட்டம். 2) மா. வைரவேல் மாட்டுமந்தை தெரு, திருத்தங்கல், விருதுநகர் மாவட்டம். 3) மு. குருசாமி எம். ஜி. ஆர். நகர், திருத்தங்கல், விருதுநகர் மாவட்டம். 4) சி. கணேஷ் எம். ஜி. ஆர். தெரு, திருத்தங்கல், விருதுநகர் மாவட்டம். xyxy=(729,984,954,1074)
section-heading: பாலமேடு பேரூர் xyxy=(553,142,655,158)
appointment-paragraph: துணை அமைப்பாளர்கள் - 1) எம். முகமது மைதீன் 312 பள்ளிவாசல் தெரு, வண்டியூர், மதுரை-20. 2) எம். அ. நூர்தீன் 31 பள்ளிவாசல் தெரு, வண்டியூர், மதுரை-20 3) கே. மணி பாண்டியன் 5-897 அன்னை வேளாங்கன்னி தெரு, அண்ணா நகர், வண்டியூர் 4) எம். கருணாகரன் 2-921 செளராஷ்ட்ராபுரம், வண்டியூர், மதுரை. 5) என். சக்தி மாரி 38/8, தீர்த்தகாடு, வண்டியூர், மதுரை-20 xyxy=(255,1374,479,1477)
appointment-paragraph: அமைப்பாளர் - டி. கார்த்திக் 258-3 அஸ்தாரிமய் நகர் 1வது தெரு, மேலூர், மதுரை-625106 xyxy=(255,636,479,661)
section-heading: மேலூர் நகரம் xyxy=(326,614,408,630)
note-paragraph: குறிப்பு: அந்தநல்லூர் ஒன்றியம், திருவானைக்கோவில் பகுதி, உறையூர் பகுதி, தில்லை நகர் பகுதி ஆகிய பகுதிகள் சிறுகமணி பேரூர், புள்ளம்பாடி பேரூர் பின்னர் அறிவிக்கப்படும். xyxy=(18,1248,242,1299)
appointment-paragraph: அமைப்பாளர் - எம். பிரகாதன் 11-2 மாரியம்மன் கோவில் தெரு, திருமோகூர், மதுரை. xyxy=(18,1366,242,1391)
appointment-paragraph: அமைப்பாளர் - வெ. ஆறுமுகம் மந்திரிஓடை, கம்பிக்குடி, காரியாபட்டி அஞ்சல், காரியாபட்டி தாலுகா, விருதுநகர் மாவட்டம். xyxy=(729,125,954,163)
appointment-paragraph: துணை அமைப்பாளர்கள் - 1) எம். பிலால் அஹமது 14/பி, பழைய எண். 88, காஜா தோப்பு, தென்னூர், திருச்சி - 17. 2) டி. தேவா ஹெர்மிட் 36, சாஸ்திரசாலை, தென்னூர், திருச்சி - 17. 3) சாதலிதுதீன் 40/4, ஜோசப்தம்பிள் தெரு, தென்னூர், திருச்சி - 17. 4) ஹேபர் ஜமால் 27, உழவர் சந்தை ரோடு, தென்னூர், திருச்சி - 17. 4) சிராஜூதீன் 164, அதியமான் நகர், தென்னூர், திருச்சி - 17. 5) எம். வரதல் ஹாஜீ 17, காயிதே மில்லத் நகர், தென்னூர், திருச்சி - 17. xyxy=(18,1114,242,1244)
appointment-paragraph: துணை அமைப்பாளர்கள் - 1) விஜய் சிவகாசி விருதுநகர் மாவட்டம். 2) மருதுபாண்டி சிவகாசி, விருதுநகர் மாவட்டம். 3) ஹரிராம்ஜி சிவகாசி, விருதுநகர் மாவட்டம். 4) ஜோதிகுமார் சிவகாசி விருதுநகர் மாவட்டம். xyxy=(729,1614,954,1678)
appointment-paragraph: அமைப்பாளர் - பி. முருகன் 1-111, அயன் தென்கரை, தென்கரை, வாடிப்பட்டி தாலுகா, மதுரை xyxy=(255,446,479,471)
